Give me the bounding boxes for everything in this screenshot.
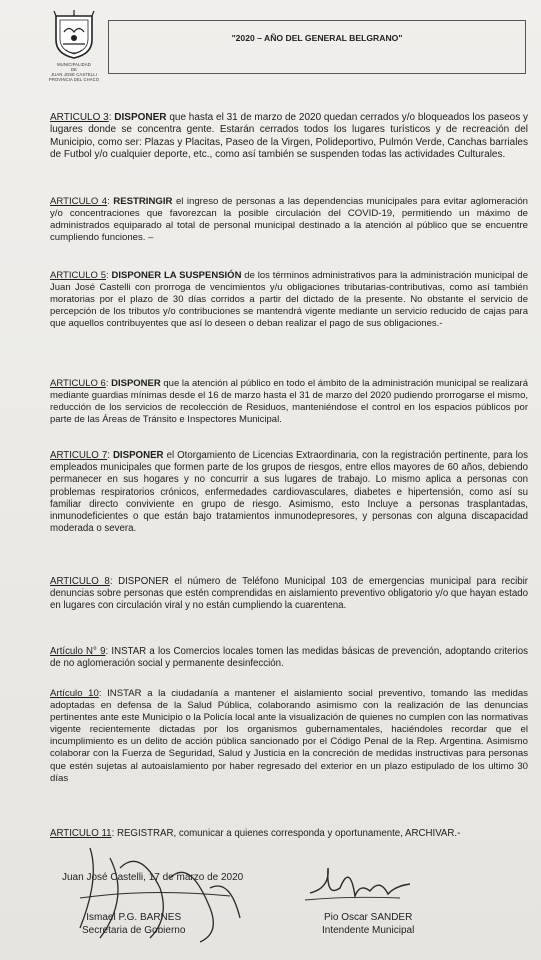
municipal-crest bbox=[48, 10, 100, 88]
article-verb: DISPONER bbox=[118, 576, 169, 587]
signatory-name: Ismael P.G. BARNES bbox=[86, 912, 182, 923]
signatory-mayor bbox=[322, 912, 414, 937]
article-text: que hasta el 31 de marzo de 2020 quedan cerrados y/o bloqueados los paseos y lugares donde se concentra gente. Estarán cerrados todos los lugares turísticos y de recreación del Municipio, como ser: Plazas y Placitas, Paseo de la Virgen, Polideportivo, Pulmón Verde, Canchas barriales de Futbol y/o cualquier deporte, etc., como así también se suspenden todas las actividades Culturales. bbox=[50, 112, 528, 160]
issue-date: Juan José Castelli, 17 de marzo de 2020 bbox=[62, 872, 244, 883]
article-5: ARTICULO 5: DISPONER LA SUSPENSIÓN de los términos administrativos para la administración municipal de Juan José Castelli con prorroga de vencimientos y/u obligaciones tributarias-contributivas, como así también moratorias por el plazo de 30 días corridos a partir del dictado de la presente. No obstante el servicio de percepción de los tributos y/o contribuciones se mantendrá vigente mediante un servicio reducido de cajas para que aquellos contribuyentes que así lo deseen o deban realizar el pago de sus obligaciones.- bbox=[50, 270, 528, 329]
article-11: ARTICULO 11: REGISTRAR, comunicar a quienes corresponda y oportunamente, ARCHIVAR.- bbox=[50, 828, 461, 839]
crest-caption: MUNICIPALIDAD DE JUAN JOSE CASTELLI PROVINCIA DEL CHACO bbox=[48, 62, 100, 82]
article-text: el número de Teléfono Municipal 103 de emergencias municipal para recibir denuncias sobre personas que estén comprendidas en aislamiento preventivo obligatorio y/o que hayan estado en lugares con circulación viral y no están cumpliendo la cuarentena. bbox=[50, 576, 528, 612]
article-text: que la atención al público en todo el ámbito de la administración municipal se realizará mediante guardias mínimas desde el 16 de marzo hasta el 31 de marzo del 2020 pudiendo prorrogarse el mismo, reducción de los servicios de recolección de Residuos, manteniéndose el control en los espacios públicos por parte de las Áreas de Tránsito e Inspectores Municipal. bbox=[50, 378, 528, 425]
signatory-title: Intendente Municipal bbox=[322, 924, 415, 936]
signatory-secretary bbox=[82, 912, 185, 937]
article-heading: ARTICULO 5 bbox=[50, 270, 106, 281]
article-heading: ARTICULO 7 bbox=[50, 450, 108, 461]
article-6: ARTICULO 6: DISPONER que la atención al público en todo el ámbito de la administración municipal se realizará mediante guardias mínimas desde el 16 de marzo hasta el 31 de marzo del 2020 pudiendo prorrogarse el mismo, reducción de los servicios de recolección de Residuos, manteniéndose el control en los espacios públicos por parte de las Áreas de Tránsito e Inspectores Municipal. bbox=[50, 378, 528, 425]
year-banner: "2020 – AÑO DEL GENERAL BELGRANO" bbox=[108, 20, 526, 74]
article-text: , comunicar a quienes corresponda y oportunamente, ARCHIVAR.- bbox=[173, 828, 461, 839]
article-text: el ingreso de personas a las dependencias municipales para evitar aglomeración y/o concentraciones que favorezcan la posible circulación del COVID-19, permitiendo un máximo de administrados equiparado al total de personal municipal destinado a la atención al público que se encuentre cumpliendo funciones. – bbox=[50, 196, 528, 243]
article-verb: DISPONER bbox=[111, 378, 161, 389]
crest-shield-icon bbox=[52, 10, 96, 60]
article-text: de los términos administrativos para la administración municipal de Juan José Castelli con prorroga de vencimientos y/u obligaciones tributarias-contributivas, como así también moratorias por el plazo de 30 días corridos a partir del dictado de la presente. No obstante el servicio de percepción de los tributos y/o contribuciones se mantendrá vigente mediante un servicio reducido de cajas para que aquellos contribuyentes que así lo deseen o deban realizar el pago de sus obligaciones.- bbox=[50, 270, 528, 329]
article-7: ARTICULO 7: DISPONER el Otorgamiento de Licencias Extraordinaria, con la registración pertinente, para los empleados municipales que formen parte de los grupos de riesgos, entre ellos mayores de 60 años, debiendo permanecer en sus hogares y no concurrir a sus lugares de trabajo. Lo mismo aplica a personas con problemas respiratorios crónicos, enfermedades cardiovasculares, diabetes e hipertensión, como así su familiar directo conviviente en grupo de riesgo. Asimismo, esto Incluye a personas trasplantadas, inmunodeficientes o que están bajo tratamientos inmunodepresores, y personas con alguna discapacidad moderada o severa. bbox=[50, 450, 528, 535]
article-verb: INSTAR bbox=[107, 688, 142, 699]
signatory-name: Pio Oscar SANDER bbox=[323, 912, 413, 923]
article-verb: DISPONER bbox=[114, 112, 167, 123]
article-9: Artículo N° 9: INSTAR a los Comercios locales tomen las medidas básicas de prevención, adoptando criterios de no aglomeración social y permanente desinfección. bbox=[50, 646, 529, 670]
article-heading: Artículo N° 9 bbox=[50, 646, 106, 657]
article-heading: ARTICULO 8 bbox=[50, 576, 110, 587]
article-verb: INSTAR bbox=[111, 646, 147, 657]
article-verb: DISPONER bbox=[112, 450, 164, 461]
article-heading: ARTICULO 6 bbox=[50, 378, 106, 389]
article-8: ARTICULO 8: DISPONER el número de Teléfono Municipal 103 de emergencias municipal para recibir denuncias sobre personas que estén comprendidas en aislamiento preventivo obligatorio y/o que hayan estado en lugares con circulación viral y no están cumpliendo la cuarentena. bbox=[50, 576, 528, 612]
article-10: Artículo 10: INSTAR a la ciudadanía a mantener el aislamiento social preventivo, tomando las medidas adoptadas en defensa de la Salud Pública, colaborando asimismo con la realización de las denuncias pertinentes ante este Municipio o la Policía local ante la visualización de quienes no cumplen con las normativas vigente recientemente dictadas por los organismos gubernamentales, haciéndoles recordar que el incumplimiento es un delito de acción pública sancionado por el Código Penal de la Rep. Argentina. Asimismo colaborar con la Fuerza de Seguridad, Salud y Justicia en la concreción de medidas instructivas para personas que estén sujetas al autoaislamiento por haber regresado del exterior en un plazo estipulado de los ultimo 30 días bbox=[50, 688, 528, 784]
article-text: a la ciudadanía a mantener el aislamiento social preventivo, tomando las medidas adoptadas en defensa de la Salud Pública, colaborando asimismo con la realización de las denuncias pertinentes ante este Municipio o la Policía local ante la visualización de quienes no cumplen con las normativas vigente recientemente dictadas por los organismos gubernamentales, haciéndoles recordar que el incumplimiento es un delito de acción pública sancionado por el Código Penal de la Rep. Argentina. Asimismo colaborar con la Fuerza de Seguridad, Salud y Justicia en la concreción de medidas instructivas para personas que estén sujetas al autoaislamiento por haber regresado del exterior en un plazo estipulado de los ultimo 30 días bbox=[50, 688, 528, 784]
article-heading: Artículo 10 bbox=[50, 688, 99, 699]
article-verb: DISPONER LA SUSPENSIÓN bbox=[111, 270, 242, 281]
article-4: ARTICULO 4: RESTRINGIR el ingreso de personas a las dependencias municipales para evitar aglomeración y/o concentraciones que favorezcan la posible circulación del COVID-19, permitiendo un máximo de administrados equiparado al total de personal municipal destinado a la atención al público que se encuentre cumpliendo funciones. – bbox=[50, 196, 528, 243]
right-signature-icon bbox=[300, 858, 420, 908]
signatory-title: Secretaria de Gobierno bbox=[82, 924, 186, 936]
article-heading: ARTICULO 4 bbox=[50, 196, 108, 207]
article-text: a los Comercios locales tomen las medidas básicas de prevención, adoptando criterios de no aglomeración social y permanente desinfección. bbox=[50, 646, 529, 670]
article-3: ARTICULO 3: DISPONER que hasta el 31 de marzo de 2020 quedan cerrados y/o bloqueados los paseos y lugares donde se concentra gente. Estarán cerrados todos los lugares turísticos y de recreación del Municipio, como ser: Plazas y Placitas, Paseo de la Virgen, Polideportivo, Pulmón Verde, Canchas barriales de Futbol y/o cualquier deporte, etc., como así también se suspenden todas las actividades Culturales. bbox=[50, 112, 528, 160]
article-text: el Otorgamiento de Licencias Extraordinaria, con la registración pertinente, para los empleados municipales que formen parte de los grupos de riesgos, entre ellos mayores de 60 años, debiendo permanecer en sus hogares y no concurrir a sus lugares de trabajo. Lo mismo aplica a personas con problemas respiratorios crónicos, enfermedades cardiovasculares, diabetes e hipertensión, como así su familiar directo conviviente en grupo de riesgo. Asimismo, esto Incluye a personas trasplantadas, inmunodeficientes o que están bajo tratamientos inmunodepresores, y personas con alguna discapacidad moderada o severa. bbox=[50, 450, 528, 535]
article-verb: RESTRINGIR bbox=[113, 196, 173, 207]
article-heading: ARTICULO 11 bbox=[50, 828, 112, 839]
article-heading: ARTICULO 3 bbox=[50, 112, 109, 123]
article-verb: REGISTRAR bbox=[116, 828, 174, 839]
